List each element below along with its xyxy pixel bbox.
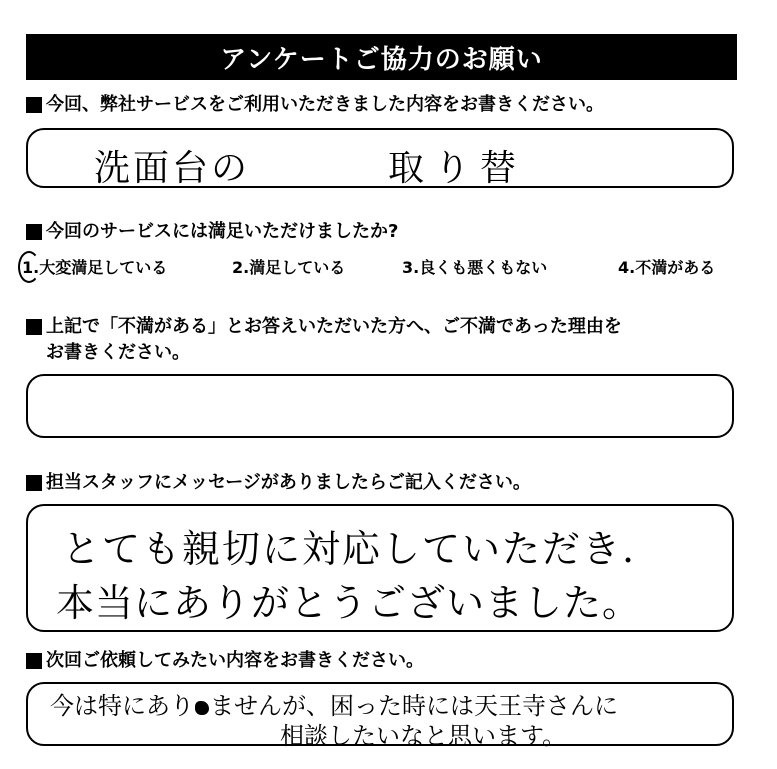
handwritten-answer-5-line2: 相談したいなと思います。 [280, 722, 567, 750]
satisfaction-options [20, 255, 738, 281]
option-very-satisfied[interactable]: 1.大変満足している [22, 255, 167, 281]
handwritten-answer-5-line1: 今は特にあり ませんが、困った時には天王寺さんに [50, 692, 618, 720]
ink-blot-mark [195, 701, 209, 715]
answer-box-5[interactable] [26, 682, 734, 750]
square-bullet-icon [26, 97, 42, 113]
question-4 [26, 470, 531, 496]
answer-box-1[interactable] [26, 128, 734, 188]
question-2 [26, 219, 398, 245]
answer-box-3[interactable] [26, 374, 734, 438]
selected-circle-mark [18, 251, 40, 283]
handwritten-answer-1b: 取り替 [388, 148, 527, 189]
question-3-text-line1: 上記で「不満がある」とお答えいただいた方へ、ご不満であった理由を [46, 316, 622, 337]
handwritten-answer-4-line2: 本当にありがとうございました。 [56, 581, 642, 625]
question-1-text: 今回、弊社サービスをご利用いただきました内容をお書きください。 [46, 94, 604, 115]
handwritten-answer-1a: 洗面台の [94, 148, 251, 189]
option-neutral[interactable]: 3.良くも悪くもない [402, 258, 548, 277]
square-bullet-icon [26, 475, 42, 491]
question-5 [26, 648, 424, 674]
question-2-text: 今回のサービスには満足いただけましたか? [46, 221, 399, 242]
question-5-text: 次回ご依頼してみたい内容をお書きください。 [46, 650, 424, 671]
form-title: アンケートご協力のお願い [26, 34, 737, 80]
question-3 [26, 314, 622, 366]
square-bullet-icon [26, 224, 42, 240]
option-satisfied[interactable]: 2.満足している [232, 258, 346, 277]
question-3-text-line2: お書きください。 [46, 342, 190, 363]
option-dissatisfied[interactable]: 4.不満がある [618, 258, 716, 277]
handwritten-answer-4-line1: とても親切に対応していただき. [62, 527, 637, 571]
square-bullet-icon [26, 319, 42, 335]
square-bullet-icon [26, 653, 42, 669]
answer-box-4[interactable] [26, 504, 734, 632]
question-4-text: 担当スタッフにメッセージがありましたらご記入ください。 [46, 472, 531, 493]
question-1 [26, 92, 604, 118]
